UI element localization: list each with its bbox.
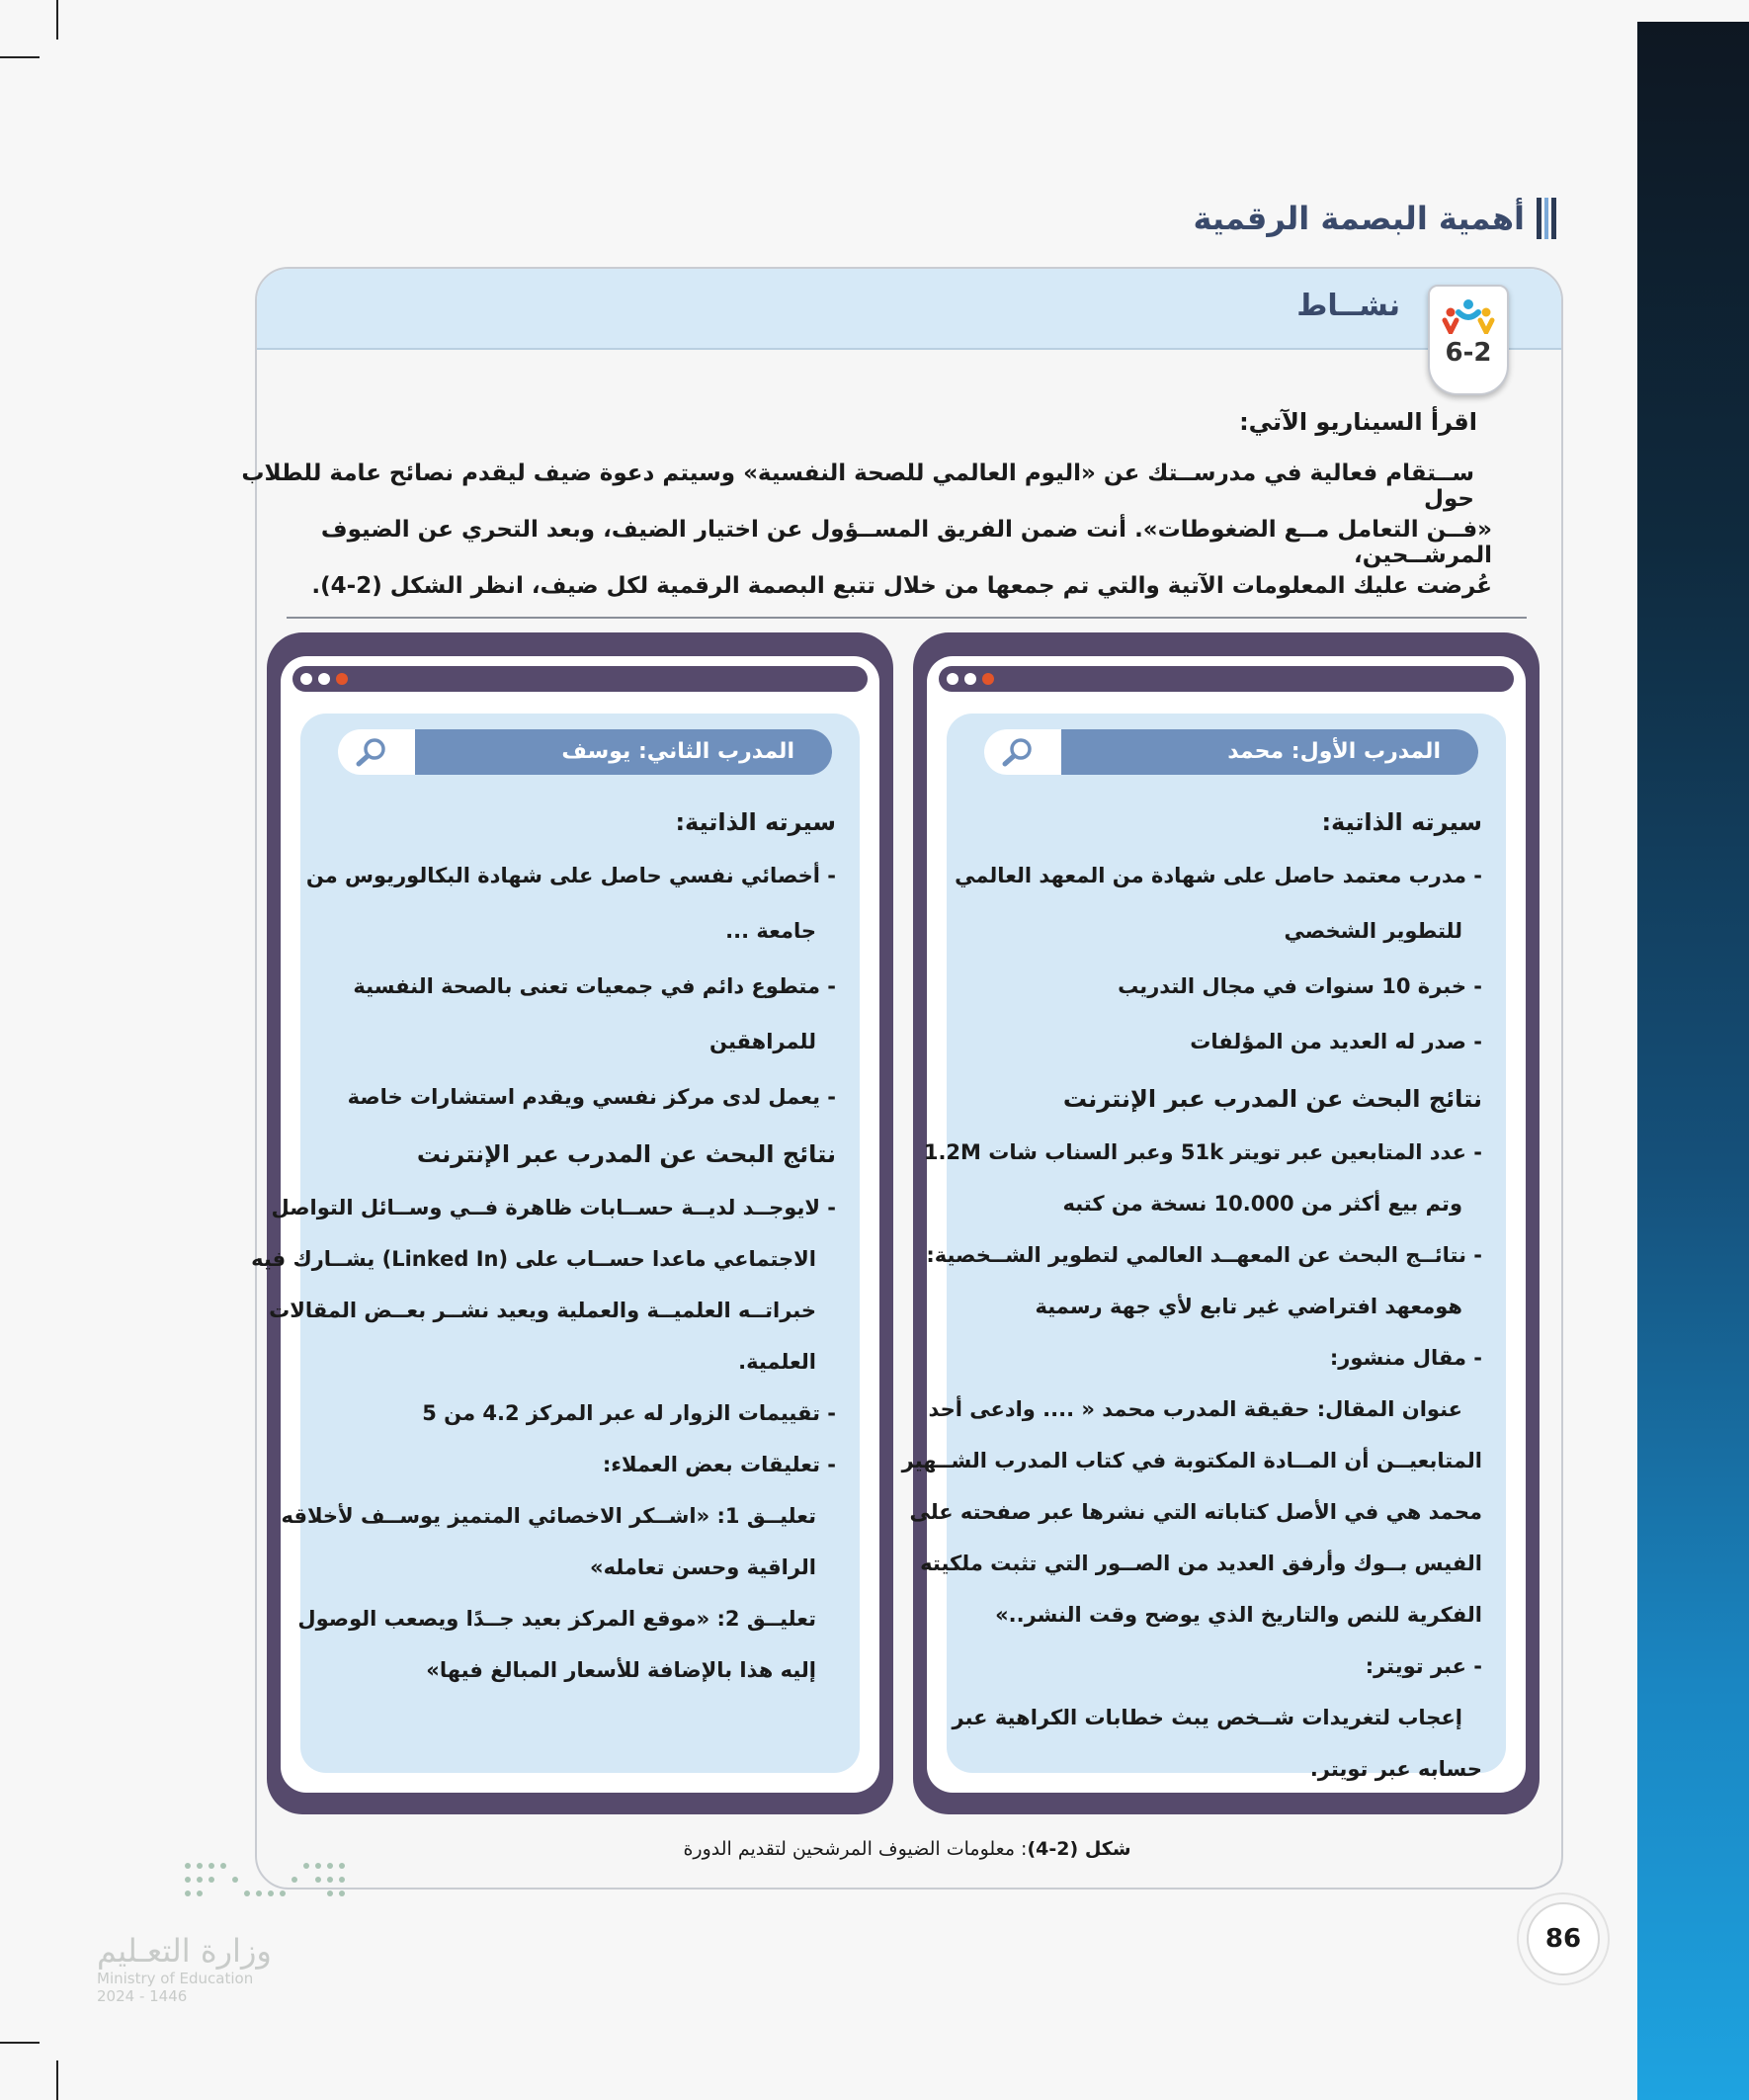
cv-line: - صدر له العديد من المؤلفات xyxy=(1190,1030,1482,1053)
scenario-line: عُرضت عليك المعلومات الآتية والتي تم جمعها من خلال تتبع البصمة الرقمية لكل ضيف، انظر الشكل (2-4). xyxy=(311,573,1492,599)
result-line: - تعليقات بعض العملاء: xyxy=(602,1453,836,1476)
scenario-line: ســتقام فعالية في مدرســتك عن «اليوم العالمي للصحة النفسية» وسيتم دعوة ضيف ليقدم نصائح عامة للطلاب حول xyxy=(241,461,1474,512)
browser-titlebar xyxy=(939,666,1514,692)
browser-window xyxy=(251,656,879,1793)
result-line: - نتائــج البحث عن المعهــد العالمي لتطوير الشــخصية: xyxy=(926,1243,1482,1267)
section-heading xyxy=(1193,198,1556,239)
article-line: الفكرية للنص والتاريخ الذي يوضح وقت النشر..» xyxy=(995,1603,1482,1627)
cv-line: - متطوع دائم في جمعيات تعنى بالصحة النفسية xyxy=(353,974,836,998)
window-dot xyxy=(336,673,348,685)
cv-line: - يعمل لدى مركز نفسي ويقدم استشارات خاصة xyxy=(347,1085,836,1109)
trainer2-label: المدرب الثاني: يوسف xyxy=(415,729,832,775)
trainer1-search-bar[interactable] xyxy=(984,729,1478,775)
comment-line: الراقية وحسن تعامله» xyxy=(590,1555,816,1579)
result-line: - عدد المتابعين عبر تويتر 51k وعبر السناب شات 1.2M xyxy=(923,1140,1482,1164)
crop-mark xyxy=(0,56,40,58)
result-line: خبراتــه العلميــة والعملية ويعيد نشــر بعــض المقالات xyxy=(269,1299,816,1322)
activity-header xyxy=(257,269,1561,350)
article-line: عنوان المقال: حقيقة المدرب محمد « .... وادعى أحد xyxy=(928,1397,1462,1421)
cv-line: - أخصائي نفسي حاصل على شهادة البكالوريوس من xyxy=(305,864,836,887)
trainer1-content xyxy=(901,714,1506,1781)
trainer2-panel xyxy=(251,632,893,1814)
article-line: المتابعيــن أن المــادة المكتوبة في كتاب المدرب الشــهير xyxy=(901,1449,1482,1472)
result-line: إعجاب لتغريدات شــخص يبث خطابات الكراهية عبر xyxy=(952,1706,1462,1729)
page-number: 86 xyxy=(1527,1902,1600,1975)
result-line: وتم بيع أكثر من 10.000 نسخة من كتبه xyxy=(1062,1192,1462,1216)
decorative-sidebar xyxy=(1637,22,1749,2100)
window-dot xyxy=(300,673,312,685)
ministry-year: 2024 - 1446 xyxy=(97,1987,188,2005)
trainer1-panel xyxy=(901,632,1540,1814)
section-title: أهمية البصمة الرقمية xyxy=(1193,200,1525,237)
figure-caption-text: : معلومات الضيوف المرشحين لتقديم الدورة xyxy=(683,1838,1028,1860)
people-activity-icon xyxy=(1441,298,1496,334)
window-dot xyxy=(964,673,976,685)
result-line: - مقال منشور: xyxy=(1329,1346,1482,1370)
result-line: - تقييمات الزوار له عبر المركز 4.2 من 5 xyxy=(422,1401,836,1425)
comment-line: تعليــق 1: «اشــكر الاخصائي المتميز يوســف لأخلاقه xyxy=(281,1504,816,1528)
browser-window xyxy=(901,656,1526,1793)
search-icon xyxy=(1002,737,1034,767)
cv-heading: سيرته الذاتية: xyxy=(1321,808,1482,836)
activity-title: نشــاط xyxy=(1296,289,1400,323)
trainer2-search-bar[interactable] xyxy=(338,729,832,775)
result-line: العلمية. xyxy=(738,1350,816,1374)
activity-number: 6-2 xyxy=(1445,338,1492,368)
cv-line: للمراهقين xyxy=(709,1030,816,1053)
search-results-heading: نتائج البحث عن المدرب عبر الإنترنت xyxy=(1062,1085,1482,1113)
crop-mark xyxy=(0,2042,40,2044)
heading-bar-icon xyxy=(1537,198,1556,239)
search-icon xyxy=(356,737,387,767)
sidebar-top-margin xyxy=(1637,0,1749,22)
window-dot xyxy=(947,673,958,685)
result-line: الاجتماعي ماعدا حســاب على (Linked In) يشــارك فيه xyxy=(251,1247,816,1271)
result-line: حسابه عبر تويتر. xyxy=(1309,1757,1482,1781)
trainer2-content xyxy=(251,714,860,1773)
cv-line: للتطوير الشخصي xyxy=(1284,919,1462,943)
figure-label: شكل (2-4) xyxy=(1027,1838,1131,1860)
window-dot xyxy=(318,673,330,685)
divider xyxy=(287,617,1527,619)
article-line: الفيس بــوك وأرفق العديد من الصــور التي تثبت ملكيته xyxy=(920,1552,1482,1575)
result-line: هومعهد افتراضي غير تابع لأي جهة رسمية xyxy=(1035,1295,1462,1318)
ministry-name-ar: وزارة التعـليم xyxy=(97,1932,272,1970)
browser-titlebar xyxy=(292,666,868,692)
figure-caption xyxy=(255,1838,1559,1860)
ministry-logo-text xyxy=(97,1932,272,2005)
cv-line: جامعة ... xyxy=(725,919,816,943)
crop-mark xyxy=(56,0,58,40)
ministry-logo-icon xyxy=(178,1860,356,1909)
result-line: - لايوجــد لديــة حســابات ظاهرة فــي وســائل التواصل xyxy=(271,1196,836,1219)
result-line: - عبر تويتر: xyxy=(1365,1654,1482,1678)
crop-mark xyxy=(56,2060,58,2100)
article-line: محمد هي في الأصل كتاباته التي نشرها عبر صفحته على xyxy=(909,1500,1482,1524)
trainer1-label: المدرب الأول: محمد xyxy=(1061,729,1478,775)
activity-badge xyxy=(1428,285,1509,395)
comment-line: تعليــق 2: «موقع المركز بعيد جــدًا ويصعب الوصول xyxy=(297,1607,816,1631)
ministry-name-en: Ministry of Education xyxy=(97,1970,254,1987)
window-dot xyxy=(982,673,994,685)
scenario-line: «فــن التعامل مــع الضغوطات». أنت ضمن الفريق المســؤول عن اختيار الضيف، وبعد التحري عن الضيوف المرشــحين، xyxy=(320,517,1492,568)
cv-line: - مدرب معتمد حاصل على شهادة من المعهد العالمي xyxy=(955,864,1482,887)
search-results-heading: نتائج البحث عن المدرب عبر الإنترنت xyxy=(416,1140,836,1168)
cv-line: - خبرة 10 سنوات في مجال التدريب xyxy=(1118,974,1482,998)
cv-heading: سيرته الذاتية: xyxy=(675,808,836,836)
activity-prompt: اقرأ السيناريو الآتي: xyxy=(1239,408,1477,436)
comment-line: إليه هذا بالإضافة للأسعار المبالغ فيها» xyxy=(426,1658,816,1682)
